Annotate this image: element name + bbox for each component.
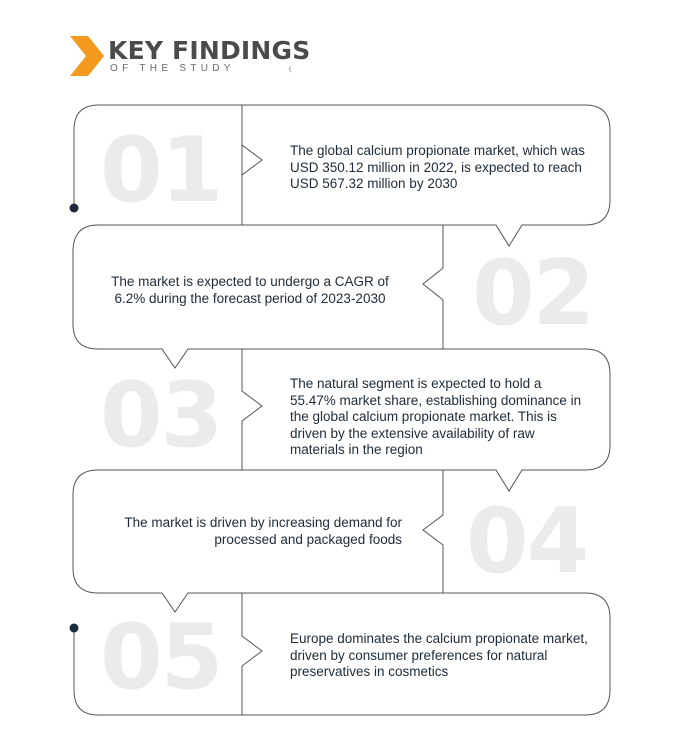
finding-number-05: 05 — [100, 605, 222, 710]
finding-text-01: The global calcium propionate market, which was USD 350.12 million in 2022, is expected to reach USD 567.32 million by 2030 — [290, 143, 585, 191]
finding-number-04: 04 — [466, 489, 588, 594]
flow-start-dot — [70, 204, 79, 213]
finding-text-04: The market is driven by increasing demand for processed and packaged foods — [124, 515, 402, 547]
finding-number-01: 01 — [100, 118, 222, 223]
finding-text-02: The market is expected to undergo a CAGR of 6.2% during the forecast period of 2023-2030 — [111, 274, 389, 306]
flow-end-dot — [70, 624, 79, 633]
finding-text-03: The natural segment is expected to hold a 55.47% market share, establishing dominance in the global calcium propionate market. This is driven by the extensive availability of raw materials in the region — [290, 376, 582, 457]
finding-number-02: 02 — [472, 241, 594, 346]
finding-number-03: 03 — [100, 363, 222, 468]
page-title: KEY FINDINGS — [108, 36, 311, 65]
finding-text-05: Europe dominates the calcium propionate market, driven by consumer preferences for natural preservatives in cosmetics — [290, 631, 588, 679]
page-subtitle: OF THE STUDY — [110, 63, 235, 74]
